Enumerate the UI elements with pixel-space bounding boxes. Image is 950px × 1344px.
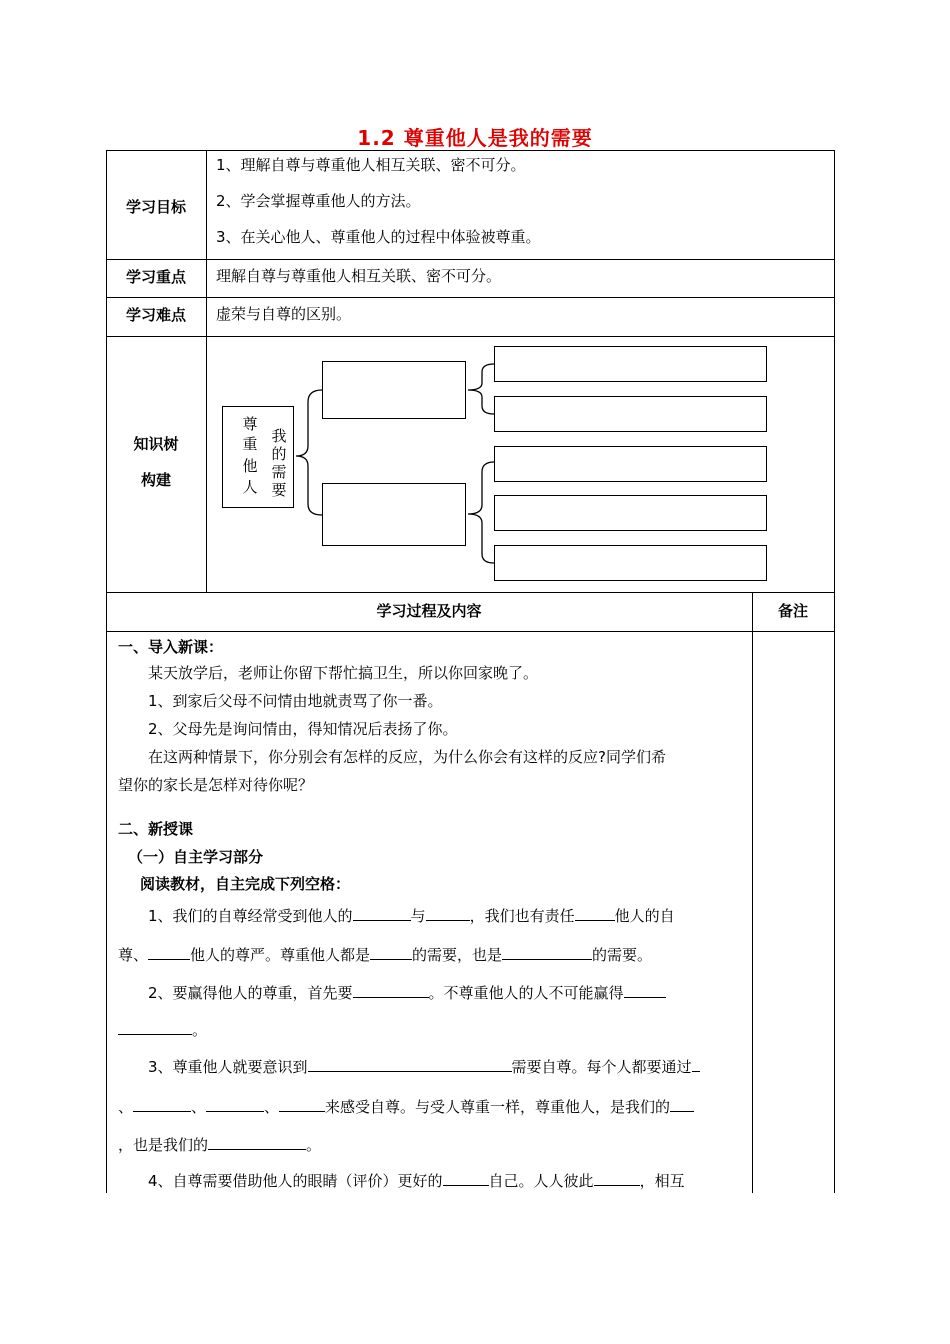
blank[interactable] [594,1171,640,1186]
question-3-line-a: 3、尊重他人就要意识到 需要自尊。每个人都要通过 [148,1056,700,1077]
tree-label-2: 构建 [140,471,171,489]
section1-p3: 2、父母先是询问情由，得知情况后表扬了你。 [148,720,458,738]
tree-branch-box-1 [322,361,466,419]
blank[interactable] [692,1057,700,1072]
tree-root-col1-3: 他 [242,457,258,475]
tree-leaf-box-5 [494,545,767,581]
blank[interactable] [624,983,666,998]
blank[interactable] [443,1171,489,1186]
tree-root-col1-2: 重 [242,435,258,453]
blank[interactable] [502,945,592,960]
question-1-line-b: 尊、 他人的尊严。尊重他人都是 的需要，也是 的需要。 [118,946,653,964]
blank[interactable] [148,945,190,960]
section2-sub: （一）自主学习部分 [128,848,264,866]
blank[interactable] [353,983,429,998]
section1-heading: 一、导入新课： [118,638,224,656]
page-title: 1.2 尊重他人是我的需要 [357,126,593,150]
tree-branch-box-2 [322,483,466,546]
notes-header: 备注 [777,602,808,620]
question-3-line-c: ，也是我们的 。 [118,1136,322,1154]
tree-leaf-box-1 [494,346,767,382]
blank[interactable] [279,1097,325,1112]
blank[interactable] [575,906,615,921]
blank[interactable] [426,906,470,921]
goal-2: 2、学会掌握尊重他人的方法。 [216,192,421,210]
blank[interactable] [206,1097,264,1112]
section1-p4: 在这两种情景下，你分别会有怎样的反应，为什么你会有这样的反应?同学们希 [148,748,666,766]
tree-leaf-box-2 [494,396,767,432]
question-4-line-a: 4、自尊需要借助他人的眼睛（评价）更好的 自己。人人彼此 ，相互 [148,1172,685,1190]
key-label: 学习重点 [125,268,186,286]
blank[interactable] [670,1097,694,1112]
section1-p5: 望你的家长是怎样对待你呢？ [118,776,314,794]
tree-root-col1-1: 尊 [242,415,258,433]
tree-root-col2-3: 需 [271,463,287,481]
tree-root-col1-4: 人 [242,478,258,496]
blank[interactable] [133,1097,191,1112]
blank[interactable] [353,906,411,921]
blank[interactable] [370,945,412,960]
blank[interactable] [118,1020,192,1035]
section2-heading: 二、新授课 [118,820,194,838]
question-2-line-a: 2、要赢得他人的尊重，首先要 。不尊重他人的人不可能赢得 [148,982,666,1003]
question-3-line-b: 、 、 、 来感受自尊。与受人尊重一样，尊重他人，是我们的 [118,1096,694,1117]
tree-leaf-box-4 [494,495,767,531]
tree-label-1: 知识树 [133,435,179,453]
blank[interactable] [208,1135,306,1150]
tree-leaf-box-3 [494,446,767,482]
section2-instruction: 阅读教材，自主完成下列空格： [140,875,351,893]
goal-3: 3、在关心他人、尊重他人的过程中体验被尊重。 [216,228,541,246]
tree-root-col2-1: 我 [271,427,287,445]
difficulty-label: 学习难点 [125,306,186,324]
question-1-line-a: 1、我们的自尊经常受到他人的 与 ，我们也有责任 他人的自 [148,907,675,925]
key-text: 理解自尊与尊重他人相互关联、密不可分。 [216,267,502,285]
difficulty-text: 虚荣与自尊的区别。 [216,305,352,323]
tree-root-col2-2: 的 [271,445,287,463]
section1-p1: 某天放学后，老师让你留下帮忙搞卫生，所以你回家晚了。 [148,664,539,682]
goal-1: 1、理解自尊与尊重他人相互关联、密不可分。 [216,156,526,174]
question-2-line-b: 。 [118,1019,207,1040]
goals-label: 学习目标 [125,198,186,216]
process-header: 学习过程及内容 [376,602,482,620]
section1-p2: 1、到家后父母不问情由地就责骂了你一番。 [148,692,443,710]
blank[interactable] [308,1057,512,1072]
tree-root-col2-4: 要 [271,481,287,499]
